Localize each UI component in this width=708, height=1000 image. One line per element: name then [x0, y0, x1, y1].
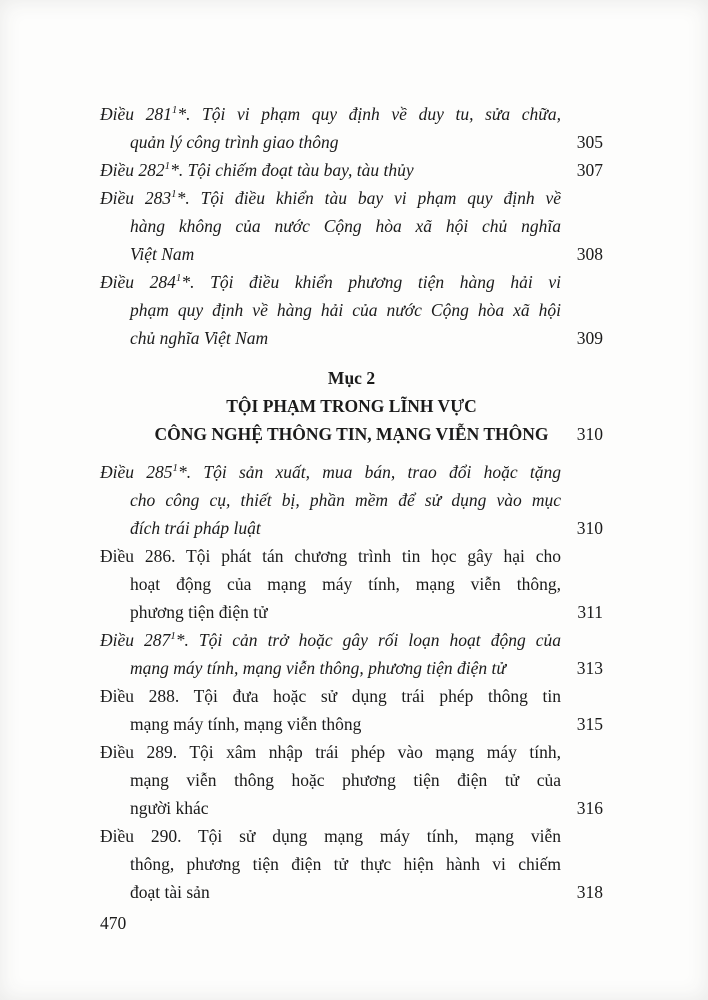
entry-text: đoạt tài sản: [130, 882, 210, 902]
section-heading-text: TỘI PHẠM TRONG LĨNH VỰC: [226, 396, 477, 416]
entry-title-text: *. Tội cản trở hoặc gây rối loạn hoạt động của: [175, 630, 561, 650]
entry-text: [100, 630, 561, 650]
entry-page-number: 318: [576, 882, 603, 902]
toc-line: [100, 570, 561, 598]
toc-entry: [100, 100, 603, 156]
entry-text: hàng không của nước Cộng hòa xã hội chủ nghĩa: [130, 216, 561, 236]
entry-text: hoạt động của mạng máy tính, mạng viễn thông,: [130, 574, 561, 594]
entry-title-text: *. Tội điều khiển tàu bay vi phạm quy định về: [176, 188, 561, 208]
toc-line: [100, 212, 561, 240]
toc-entry: [100, 184, 603, 268]
toc-line: [100, 822, 561, 850]
entry-number: Điều 284: [100, 272, 176, 292]
table-of-contents: [100, 100, 603, 906]
toc-entry: [100, 542, 603, 626]
footnote-marker: 1: [170, 630, 176, 643]
section-page-number: 310: [576, 424, 603, 444]
toc-line: [100, 240, 603, 268]
footnote-marker: 1: [175, 272, 182, 285]
toc-line: [100, 738, 561, 766]
entry-page-number: 313: [576, 658, 603, 678]
entry-text: [100, 156, 414, 184]
entry-number: Điều 285: [100, 462, 173, 482]
entry-text: chủ nghĩa Việt Nam: [130, 328, 269, 348]
toc-line: [100, 654, 603, 682]
footnote-marker: 1: [171, 104, 178, 117]
toc-line: [100, 710, 603, 738]
entry-text: đích trái pháp luật: [130, 518, 261, 538]
entry-page-number: 310: [576, 518, 603, 538]
entry-page-number: 308: [576, 244, 603, 264]
section-heading-text: Mục 2: [327, 368, 376, 388]
entry-text: phương tiện điện tử: [130, 602, 268, 622]
section-heading-text: CÔNG NGHỆ THÔNG TIN, MẠNG VIỄN THÔNG: [154, 424, 549, 444]
toc-line: [100, 100, 561, 128]
toc-entry: [100, 268, 603, 352]
entry-text: mạng viễn thông hoặc phương tiện điện tử của: [130, 770, 561, 790]
toc-line: [100, 156, 603, 184]
entry-text: thông, phương tiện điện tử thực hiện hành vi chiếm: [130, 854, 561, 874]
toc-line: [100, 514, 603, 542]
section-title: [100, 420, 603, 448]
entry-title-text: *. Tội vi phạm quy định về duy tu, sửa chữa,: [177, 104, 561, 124]
entry-text: Điều 290. Tội sử dụng mạng máy tính, mạng viễn: [100, 826, 561, 846]
entry-title-text: *. Tội chiếm đoạt tàu bay, tàu thủy: [170, 160, 414, 180]
footnote-marker: 1: [164, 160, 171, 173]
entry-text: người khác: [130, 798, 209, 818]
entry-number: Điều 287: [100, 630, 171, 650]
entry-text: Điều 289. Tội xâm nhập trái phép vào mạng máy tính,: [100, 742, 561, 762]
toc-entry: [100, 626, 603, 682]
entry-text: [100, 272, 561, 292]
entry-text: [100, 462, 561, 482]
entry-text: mạng máy tính, mạng viễn thông, phương tiện điện tử: [130, 658, 506, 678]
entry-page-number: 307: [576, 160, 603, 180]
entry-number: Điều 283: [100, 188, 172, 208]
entry-text: [100, 104, 561, 124]
section-title: [100, 392, 603, 420]
toc-line: [100, 794, 603, 822]
toc-line: [100, 878, 603, 906]
page-folio: 470: [100, 913, 127, 933]
section-heading: [100, 364, 603, 448]
entry-page-number: 305: [576, 132, 603, 152]
toc-entry: [100, 822, 603, 906]
entry-text: Điều 286. Tội phát tán chương trình tin học gây hại cho: [100, 546, 561, 566]
page-footer: [100, 913, 126, 934]
entry-title-text: *. Tội điều khiển phương tiện hàng hải vi: [181, 272, 561, 292]
entry-number: Điều 282: [100, 160, 165, 180]
entry-page-number: 315: [576, 714, 603, 734]
toc-line: [100, 324, 603, 352]
toc-line: [100, 766, 561, 794]
toc-entry: [100, 156, 603, 184]
toc-entry: [100, 682, 603, 738]
entry-text: Việt Nam: [130, 244, 195, 264]
toc-line: [100, 542, 561, 570]
toc-entry: [100, 738, 603, 822]
toc-line: [100, 268, 561, 296]
entry-text: quản lý công trình giao thông: [130, 132, 339, 152]
entry-text: [100, 188, 561, 208]
toc-line: [100, 128, 603, 156]
entry-text: cho công cụ, thiết bị, phần mềm để sử dụng vào mục: [130, 490, 561, 510]
toc-line: [100, 486, 561, 514]
entry-text: Điều 288. Tội đưa hoặc sử dụng trái phép thông tin: [100, 686, 561, 706]
toc-line: [100, 458, 561, 486]
footnote-marker: 1: [172, 462, 178, 475]
entry-page-number: 309: [576, 328, 603, 348]
section-label: [100, 364, 603, 392]
toc-line: [100, 296, 561, 324]
toc-line: [100, 626, 561, 654]
entry-page-number: 311: [577, 602, 603, 622]
toc-line: [100, 184, 561, 212]
entry-title-text: *. Tội sản xuất, mua bán, trao đổi hoặc tặng: [177, 462, 561, 482]
entry-number: Điều 281: [100, 104, 172, 124]
entry-text: phạm quy định về hàng hải của nước Cộng hòa xã hội: [130, 300, 561, 320]
toc-line: [100, 850, 561, 878]
toc-line: [100, 682, 561, 710]
footnote-marker: 1: [171, 188, 177, 201]
toc-entries: [100, 100, 603, 906]
toc-entry: [100, 458, 603, 542]
entry-page-number: 316: [576, 798, 603, 818]
toc-line: [100, 598, 603, 626]
entry-text: mạng máy tính, mạng viễn thông: [130, 714, 362, 734]
